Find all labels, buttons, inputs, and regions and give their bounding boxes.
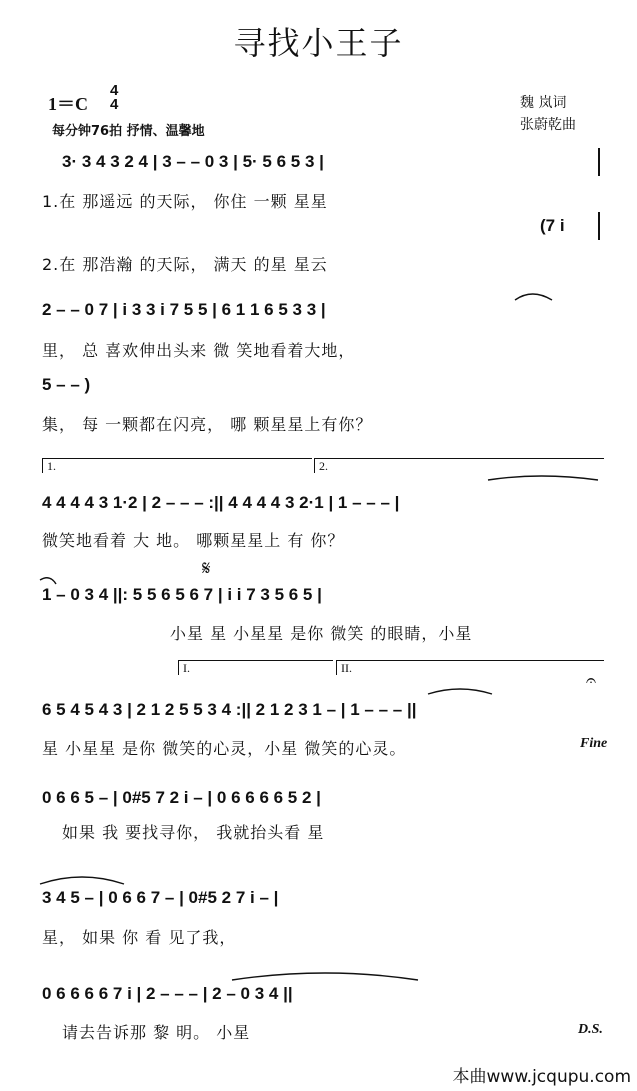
lyric-row-7: 星， 如果 你 看 见了我， <box>42 928 237 947</box>
lyric-row-5: 星 小星星 是你 微笑的心灵，小星 微笑的心灵。 <box>42 739 407 758</box>
slur <box>40 578 56 584</box>
notation-row-6: 0 6 6 5 – | 0#5 7 2 i – | 0 6 6 6 6 5 2 | <box>42 788 321 807</box>
footer-watermark: 本曲www.jcqupu.com <box>452 1067 631 1087</box>
lyric-row-4: 小星 星 小星星 是你 微笑 的眼睛，小星 <box>170 624 473 643</box>
lyric-row-6: 如果 我 要找寻你， 我就抬头看 星 <box>62 823 325 842</box>
meter-top: 4 <box>110 82 119 99</box>
tempo-marking: 每分钟76拍 抒情、温馨地 <box>52 124 205 139</box>
lyric-row-2: 里， 总 喜欢伸出头来 微 笑地看着大地， <box>42 341 356 360</box>
lyric-row-1: 1.在 那遥远 的天际， 你住 一颗 星星 <box>42 192 328 211</box>
meter-bottom: 4 <box>110 96 119 113</box>
volta-I-label: I. <box>183 661 190 675</box>
notation-row-1: 3· 3 4 3 2 4 | 3 – – 0 3 | 5· 5 6 5 3 | <box>62 152 324 171</box>
slur <box>515 294 552 300</box>
ds-marking: D.S. <box>578 1022 603 1037</box>
fine-marking: Fine <box>580 736 608 751</box>
notation-row-1b: (7 i <box>540 216 565 235</box>
page-title: 寻找小王子 <box>233 24 404 62</box>
composer-credit: 张蔚乾曲 <box>520 117 576 133</box>
slur <box>40 877 124 884</box>
lyricist-credit: 魏 岚词 <box>520 95 567 111</box>
lyric-row-8: 请去告诉那 黎 明。 小星 <box>62 1023 251 1042</box>
key-signature: 1＝C <box>48 94 88 114</box>
segno-sign: 𝄋 <box>202 556 211 580</box>
volta-2-label: 2. <box>319 459 328 473</box>
slur <box>488 476 598 480</box>
lyric-row-2b: 集， 每 一颗都在闪亮， 哪 颗星星上有你？ <box>42 415 373 434</box>
volta-II-label: II. <box>341 661 352 675</box>
fermata-sign: 𝄐 <box>586 670 597 691</box>
notation-row-3: 4 4 4 4 3 1·2 | 2 – – – :|| 4 4 4 4 3 2·1 | 1 – – – | <box>42 493 400 512</box>
volta-1-label: 1. <box>47 459 56 473</box>
notation-row-7: 3 4 5 – | 0 6 6 7 – | 0#5 2 7 i – | <box>42 888 279 907</box>
slur <box>428 689 492 694</box>
notation-row-8: 0 6 6 6 6 7 i | 2 – – – | 2 – 0 3 4 || <box>42 984 293 1003</box>
notation-row-2b: 5 – – ) <box>42 375 91 394</box>
lyric-row-1b: 2.在 那浩瀚 的天际， 满天 的星 星云 <box>42 255 328 274</box>
notation-row-5: 6 5 4 5 4 3 | 2 1 2 5 5 3 4 :|| 2 1 2 3 1 – | 1 – – – || <box>42 700 417 719</box>
notation-row-2: 2 – – 0 7 | i 3 3 i 7 5 5 | 6 1 1 6 5 3 3 | <box>42 300 326 319</box>
slur <box>232 973 418 980</box>
lyric-row-3: 微笑地看着 大 地。 哪颗星星上 有 你？ <box>42 531 345 550</box>
notation-row-4: 1 – 0 3 4 ||: 5 5 6 5 6 7 | i i 7 3 5 6 5 | <box>42 585 322 604</box>
